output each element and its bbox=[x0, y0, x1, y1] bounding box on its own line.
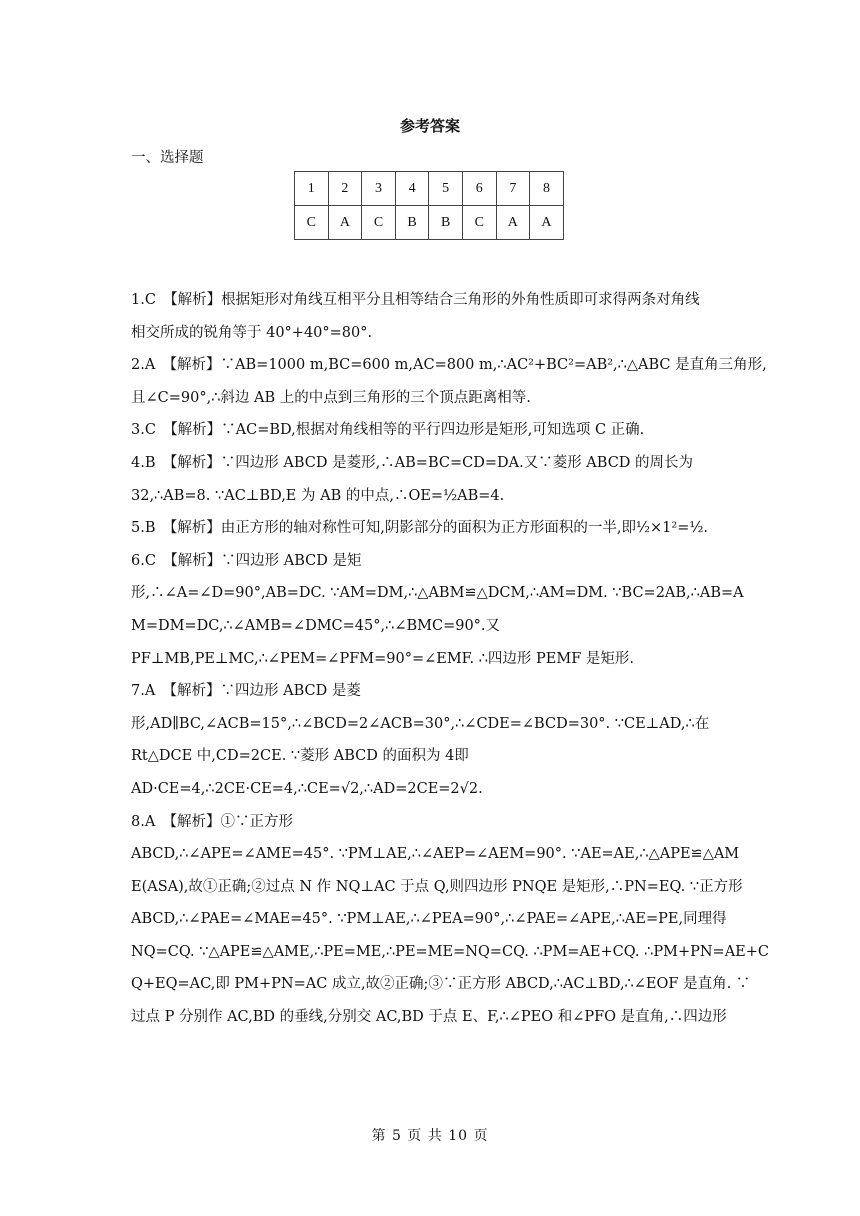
answer-table bbox=[294, 171, 564, 240]
question-number-cell: 2 bbox=[328, 172, 362, 206]
question-number-cell: 5 bbox=[429, 172, 463, 206]
section-heading: 一、选择题 bbox=[131, 150, 204, 166]
solution-line: AD·CE=4,∴2CE·CE=4,∴CE=√2,∴AD=2CE=2√2. bbox=[131, 780, 483, 797]
solution-line: 3.C 【解析】∵AC=BD,根据对角线相等的平行四边形是矩形,可知选项 C 正确. bbox=[131, 422, 645, 439]
question-number-cell: 6 bbox=[462, 172, 496, 206]
solution-line: 形,AD∥BC,∠ACB=15°,∴∠BCD=2∠ACB=30°,∴∠CDE=∠BCD=30°. ∵CE⊥AD,∴在 bbox=[131, 715, 710, 732]
solution-line: 且∠C=90°,∴斜边 AB 上的中点到三角形的三个顶点距离相等. bbox=[131, 389, 531, 406]
solution-line: ABCD,∴∠PAE=∠MAE=45°. ∵PM⊥AE,∴∠PEA=90°,∴∠PAE=∠APE,∴AE=PE,同理得 bbox=[131, 911, 727, 928]
question-number-cell: 3 bbox=[362, 172, 396, 206]
solution-line: Rt△DCE 中,CD=2CE. ∵菱形 ABCD 的面积为 4即 bbox=[131, 748, 469, 765]
solution-line: 形,∴∠A=∠D=90°,AB=DC. ∵AM=DM,∴△ABM≌△DCM,∴AM=DM. ∵BC=2AB,∴AB=A bbox=[131, 585, 744, 602]
answer-cell: B bbox=[395, 206, 429, 240]
answer-table-number-row bbox=[295, 172, 564, 206]
answer-cell: C bbox=[462, 206, 496, 240]
question-number-cell: 1 bbox=[295, 172, 329, 206]
solution-line: 5.B 【解析】由正方形的轴对称性可知,阴影部分的面积为正方形面积的一半,即½×1²=½. bbox=[131, 520, 709, 537]
answer-cell: A bbox=[530, 206, 564, 240]
solution-line: PF⊥MB,PE⊥MC,∴∠PEM=∠PFM=90°=∠EMF. ∴四边形 PEMF 是矩形. bbox=[131, 650, 635, 667]
answer-cell: C bbox=[295, 206, 329, 240]
solution-line: 32,∴AB=8. ∵AC⊥BD,E 为 AB 的中点,∴OE=½AB=4. bbox=[131, 487, 505, 504]
page-footer: 第 5 页 共 10 页 bbox=[371, 1128, 489, 1144]
solution-line: 过点 P 分别作 AC,BD 的垂线,分别交 AC,BD 于点 E、F,∴∠PEO 和∠PFO 是直角,∴四边形 bbox=[131, 1009, 727, 1026]
question-number-cell: 8 bbox=[530, 172, 564, 206]
solution-line: 6.C 【解析】∵四边形 ABCD 是矩 bbox=[131, 552, 362, 569]
solution-line: E(ASA),故①正确;②过点 N 作 NQ⊥AC 于点 Q,则四边形 PNQE 是矩形,∴PN=EQ. ∵正方形 bbox=[131, 878, 743, 895]
solution-line: 2.A 【解析】∵AB=1000 m,BC=600 m,AC=800 m,∴AC²+BC²=AB²,∴△ABC 是直角三角形, bbox=[131, 357, 767, 374]
solution-line: Q+EQ=AC,即 PM+PN=AC 成立,故②正确;③∵正方形 ABCD,∴AC⊥BD,∴∠EOF 是直角. ∵ bbox=[131, 976, 751, 993]
solution-line: 7.A 【解析】∵四边形 ABCD 是菱 bbox=[131, 683, 361, 700]
answer-cell: A bbox=[328, 206, 362, 240]
page-title: 参考答案 bbox=[399, 117, 460, 135]
solution-line: 相交所成的锐角等于 40°+40°=80°. bbox=[131, 324, 373, 341]
answer-cell: C bbox=[362, 206, 396, 240]
answer-table-answer-row bbox=[295, 206, 564, 240]
question-number-cell: 7 bbox=[496, 172, 530, 206]
solution-line: ABCD,∴∠APE=∠AME=45°. ∵PM⊥AE,∴∠AEP=∠AEM=90°. ∵AE=AE,∴△APE≌△AM bbox=[131, 846, 740, 863]
solution-line: 8.A 【解析】①∵正方形 bbox=[131, 813, 294, 830]
solution-text bbox=[131, 284, 769, 1034]
solution-line: M=DM=DC,∴∠AMB=∠DMC=45°,∴∠BMC=90°.又 bbox=[131, 617, 501, 634]
solution-line: 4.B 【解析】∵四边形 ABCD 是菱形,∴AB=BC=CD=DA.又∵菱形 ABCD 的周长为 bbox=[131, 454, 694, 471]
answer-cell: B bbox=[429, 206, 463, 240]
solution-line: NQ=CQ. ∵△APE≌△AME,∴PE=ME,∴PE=ME=NQ=CQ. ∴PM=AE+CQ. ∴PM+PN=AE+C bbox=[131, 943, 769, 960]
answer-cell: A bbox=[496, 206, 530, 240]
question-number-cell: 4 bbox=[395, 172, 429, 206]
solution-line: 1.C 【解析】根据矩形对角线互相平分且相等结合三角形的外角性质即可求得两条对角线 bbox=[131, 292, 700, 308]
